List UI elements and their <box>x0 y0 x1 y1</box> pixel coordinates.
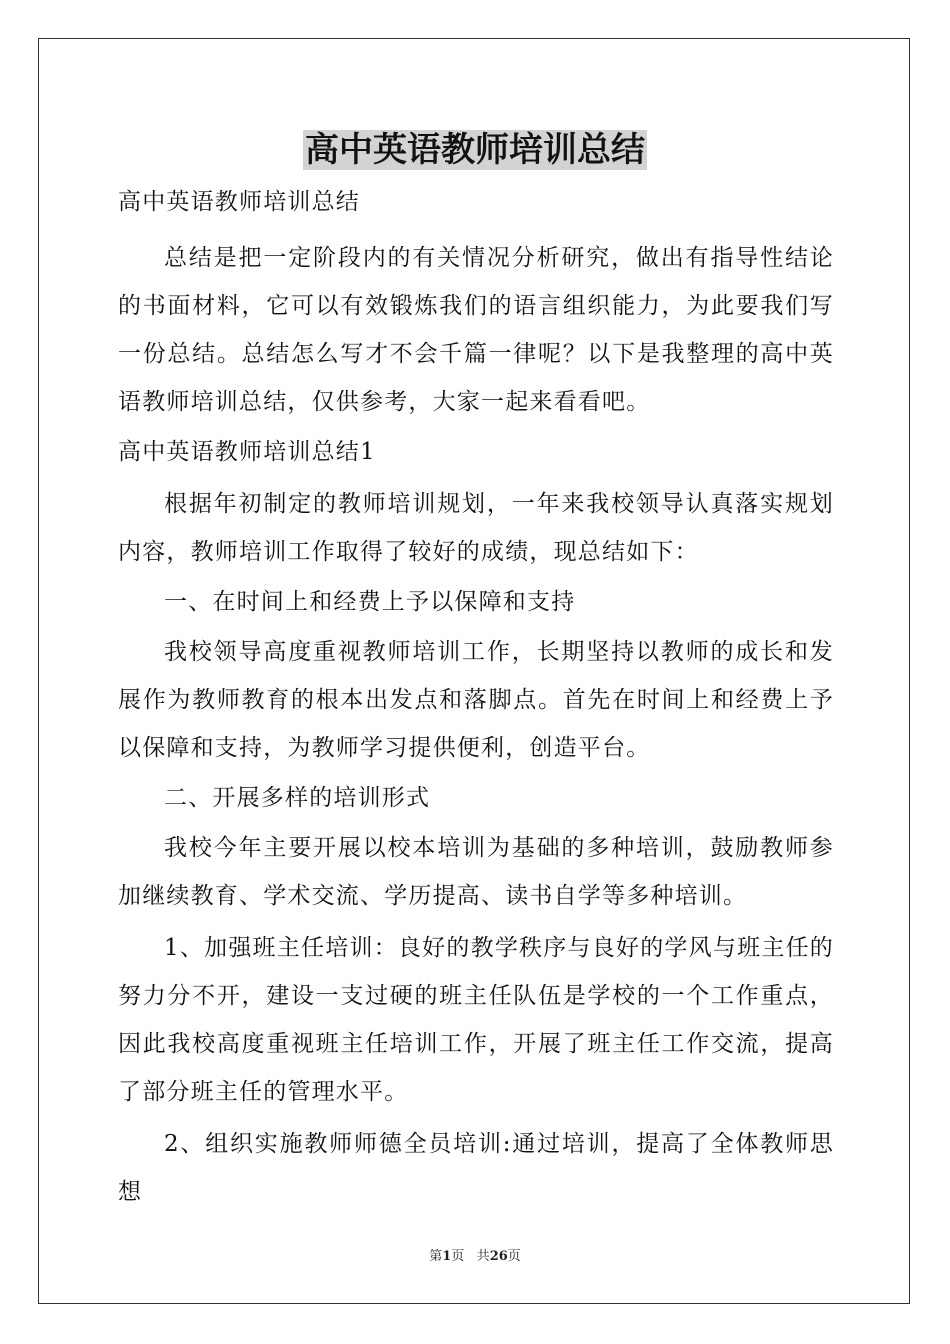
document-body <box>118 178 834 1216</box>
heading-b: 二、开展多样的培训形式 <box>164 785 431 811</box>
section-heading-1: 高中英语教师培训总结1 <box>118 439 376 465</box>
subtitle: 高中英语教师培训总结 <box>118 189 360 215</box>
paragraph-4: 1、加强班主任培训：良好的教学秩序与良好的学风与班主任的努力分不开，建设一支过硬的班主任队伍是学校的一个工作重点，因此我校高度重视班主任培训工作，开展了班主任工作交流，提高了部分班主任的管理水平。 <box>118 935 834 1105</box>
page-number: 1 <box>442 1249 452 1264</box>
paragraph-1: 根据年初制定的教师培训规划，一年来我校领导认真落实规划内容，教师培训工作取得了较好的成绩，现总结如下： <box>118 491 834 565</box>
paragraph-2: 我校领导高度重视教师培训工作，长期坚持以教师的成长和发展作为教师教育的根本出发点和落脚点。首先在时间上和经费上予以保障和支持，为教师学习提供便利，创造平台。 <box>118 639 834 761</box>
paragraph-3: 我校今年主要开展以校本培训为基础的多种培训，鼓励教师参加继续教育、学术交流、学历提高、读书自学等多种培训。 <box>118 835 834 909</box>
document-title: 高中英语教师培训总结 <box>305 130 645 170</box>
total-pages: 26 <box>489 1249 508 1264</box>
intro-paragraph: 总结是把一定阶段内的有关情况分析研究，做出有指导性结论的书面材料，它可以有效锻炼我们的语言组织能力，为此要我们写一份总结。总结怎么写才不会千篇一律呢？以下是我整理的高中英语教师培训总结，仅供参考，大家一起来看看吧。 <box>118 245 834 415</box>
heading-a: 一、在时间上和经费上予以保障和支持 <box>164 589 576 615</box>
page-footer: 第1页 共26页 <box>429 1249 521 1264</box>
paragraph-5: 2、组织实施教师师德全员培训:通过培训，提高了全体教师思想 <box>118 1131 834 1205</box>
